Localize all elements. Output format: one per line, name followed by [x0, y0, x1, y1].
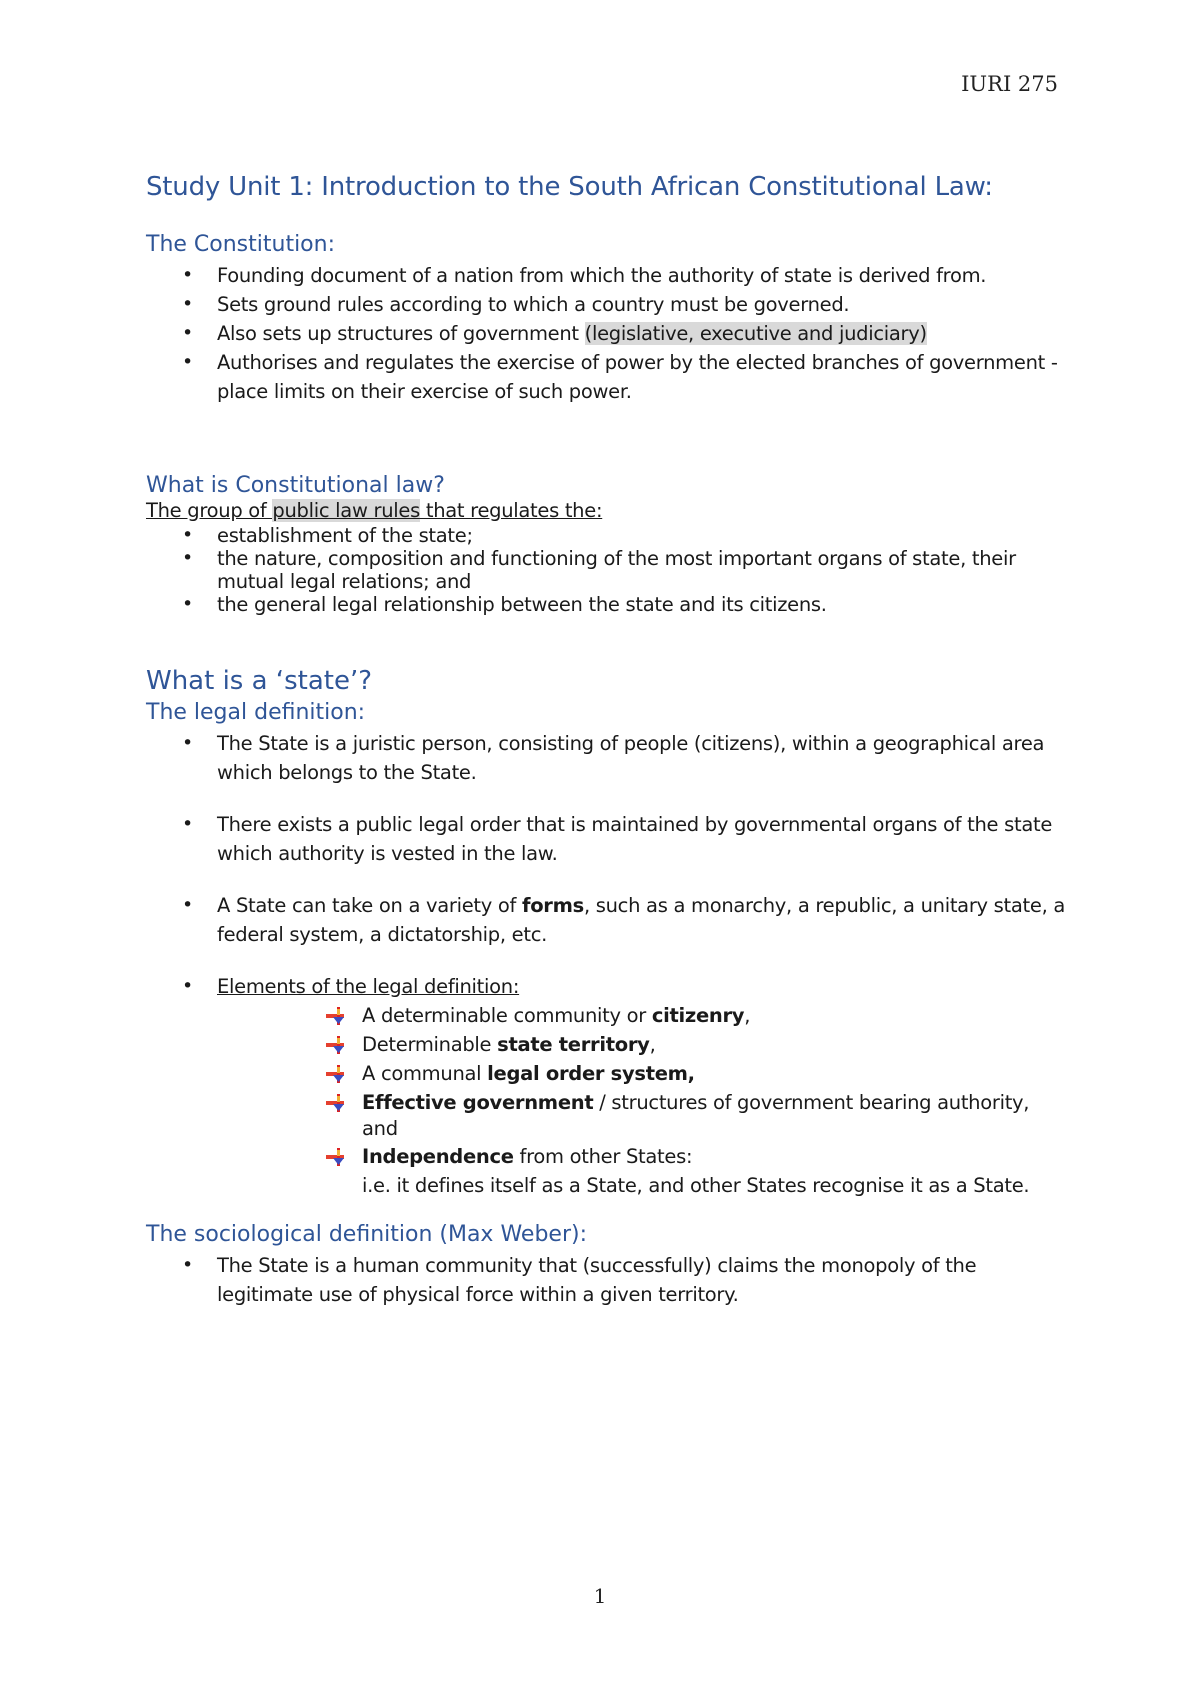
- elements-list: [146, 1001, 1066, 1200]
- list-item: • Authorises and regulates the exercise of power by the elected branches of government -place limits on their exercise of such power.: [146, 348, 1066, 406]
- constitution-list: [146, 261, 1066, 406]
- arrow-bullet-icon: [326, 1094, 350, 1112]
- list-item: • Founding document of a nation from which the authority of state is derived from.: [146, 261, 1066, 290]
- list-item: Independence from other States: i.e. it defines itself as a State, and other States recognise it as a State.: [326, 1142, 1066, 1200]
- course-code: IURI 275: [961, 72, 1058, 96]
- sociological-definition-list: [146, 1251, 1066, 1309]
- heading-sociological-definition: The sociological definition (Max Weber):: [146, 1222, 587, 1247]
- list-item: • A State can take on a variety of forms, such as a monarchy, a republic, a unitary state, a federal system, a dictatorship, etc.: [146, 891, 1066, 949]
- highlighted-text: public law rules: [272, 499, 420, 522]
- arrow-bullet-icon: [326, 1148, 350, 1166]
- heading-legal-definition: The legal definition:: [146, 700, 366, 725]
- page-title: Study Unit 1: Introduction to the South African Constitutional Law:: [146, 172, 993, 202]
- arrow-bullet-icon: [326, 1007, 350, 1025]
- heading-constitution: The Constitution:: [146, 232, 335, 257]
- list-item: • There exists a public legal order that is maintained by governmental organs of the state which authority is vested in the law.: [146, 810, 1066, 868]
- constitutional-law-list: [146, 524, 1066, 616]
- page-number: 1: [593, 1584, 607, 1608]
- list-item: • the general legal relationship between the state and its citizens.: [146, 593, 1066, 616]
- list-item: A determinable community or citizenry,: [326, 1001, 1066, 1030]
- list-item: • Elements of the legal definition:: [146, 972, 1066, 1001]
- list-item: • The State is a human community that (successfully) claims the monopoly of the legitimate use of physical force within a given territory.: [146, 1251, 1066, 1309]
- constitutional-law-intro: The group of public law rules that regulates the:: [146, 499, 603, 522]
- list-item: • The State is a juristic person, consisting of people (citizens), within a geographical area which belongs to the State.: [146, 729, 1066, 787]
- heading-state: What is a ‘state’?: [146, 666, 373, 696]
- list-item: Effective government / structures of government bearing authority, and: [326, 1088, 1066, 1142]
- arrow-bullet-icon: [326, 1036, 350, 1054]
- list-item: Determinable state territory,: [326, 1030, 1066, 1059]
- heading-constitutional-law: What is Constitutional law?: [146, 473, 445, 498]
- list-item: • Sets ground rules according to which a country must be governed.: [146, 290, 1066, 319]
- legal-definition-list: [146, 729, 1066, 1001]
- list-item: • establishment of the state;: [146, 524, 1066, 547]
- highlighted-text: (legislative, executive and judiciary): [584, 322, 927, 345]
- list-item: • the nature, composition and functioning of the most important organs of state, their mutual legal relations; and: [146, 547, 1066, 593]
- list-item: A communal legal order system,: [326, 1059, 1066, 1088]
- list-item: • Also sets up structures of government (legislative, executive and judiciary): [146, 319, 1066, 348]
- arrow-bullet-icon: [326, 1065, 350, 1083]
- page-content: [146, 172, 1066, 1309]
